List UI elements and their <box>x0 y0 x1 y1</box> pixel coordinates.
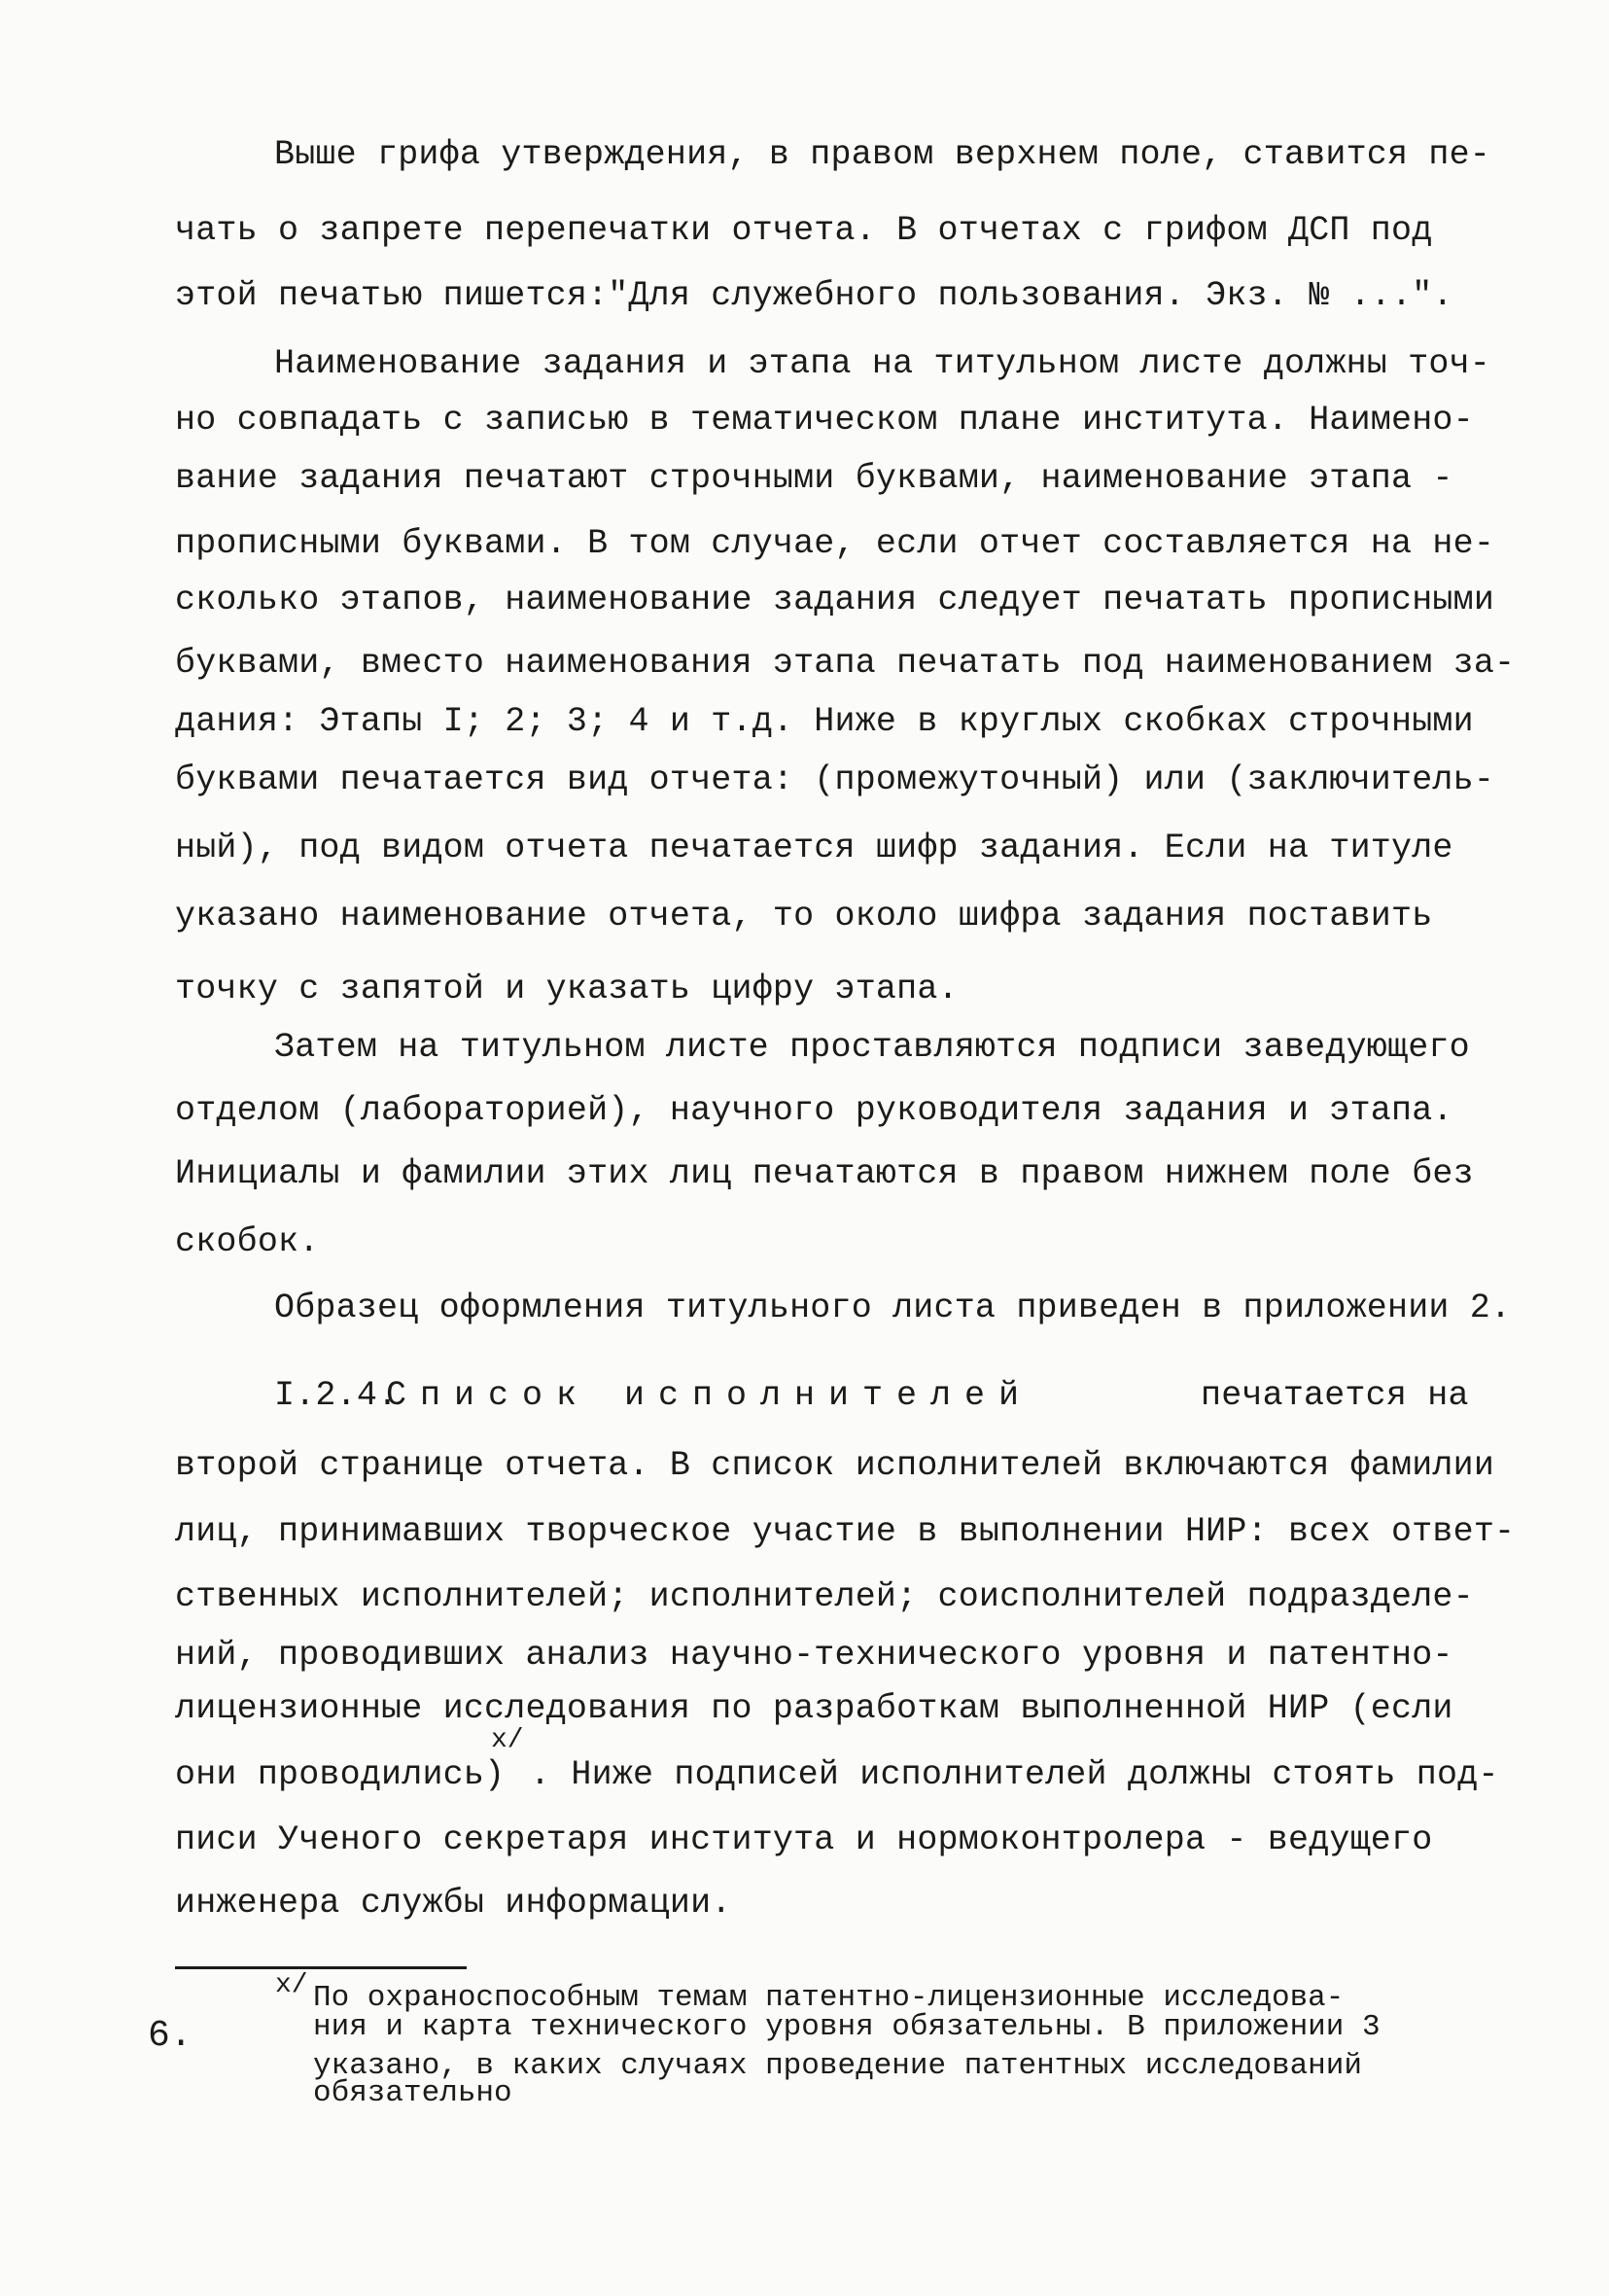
text-line: писи Ученого секретаря института и нормоконтролера - ведущего <box>175 1820 1433 1859</box>
text-line: лиц, принимавших творческое участие в выполнении НИР: всех ответ- <box>175 1512 1516 1551</box>
text-line: Выше грифа утверждения, в правом верхнем поле, ставится пе- <box>274 135 1491 174</box>
text-line: буквами, вместо наименования этапа печатать под наименованием за- <box>175 644 1516 683</box>
text-line: чать о запрете перепечатки отчета. В отчетах с грифом ДСП под <box>175 211 1433 250</box>
page-number: 6. <box>148 2015 192 2057</box>
footnote-line: По охраноспособным темам патентно-лицензионные исследова- <box>313 1981 1345 2015</box>
text-line: Наименование задания и этапа на титульном листе должны точ- <box>274 344 1491 383</box>
text-line: ний, проводивших анализ научно-технического уровня и патентно- <box>175 1636 1453 1675</box>
text-line: скобок. <box>175 1222 320 1261</box>
text-line: указано наименование отчета, то около шифра задания поставить <box>175 897 1433 936</box>
text-line: буквами печатается вид отчета: (промежуточный) или (заключитель- <box>175 760 1495 799</box>
text-line: прописными буквами. В том случае, если отчет составляется на не- <box>175 524 1495 563</box>
text-line: Затем на титульном листе проставляются подписи заведующего <box>274 1028 1470 1067</box>
footnote-line: ния и карта технического уровня обязательны. В приложении 3 <box>313 2010 1381 2044</box>
footnote-mark: x/ <box>275 1970 308 2000</box>
text-line: вание задания печатают строчными буквами, наименование этапа - <box>175 459 1453 498</box>
text-line: Инициалы и фамилии этих лиц печатаются в правом нижнем поле без <box>175 1154 1474 1193</box>
text-line: . Ниже подписей исполнителей должны стоять под- <box>530 1755 1499 1794</box>
footnote-divider <box>175 1966 467 1969</box>
text-line: Образец оформления титульного листа приведен в приложении 2. <box>274 1289 1512 1327</box>
text-line: инженера службы информации. <box>175 1884 732 1923</box>
text-line: они проводились) <box>175 1755 506 1794</box>
text-line: печатается на <box>1201 1376 1469 1415</box>
footnote-line: указано, в каких случаях проведение патентных исследований <box>313 2049 1362 2083</box>
text-line: второй странице отчета. В список исполнителей включаются фамилии <box>175 1446 1495 1485</box>
text-line: лицензионные исследования по разработкам выполненной НИР (если <box>175 1689 1453 1728</box>
text-line: ный), под видом отчета печатается шифр задания. Если на титуле <box>175 829 1453 867</box>
text-line: отделом (лабораторией), научного руководителя задания и этапа. <box>175 1091 1453 1130</box>
text-line: сколько этапов, наименование задания следует печатать прописными <box>175 581 1495 619</box>
text-line: этой печатью пишется:"Для служебного пользования. Экз. № ...". <box>175 276 1453 315</box>
text-line: дания: Этапы I; 2; 3; 4 и т.д. Ниже в круглых скобках строчными <box>175 702 1474 741</box>
text-line: но совпадать с записью в тематическом плане института. Наимено- <box>175 401 1474 440</box>
text-line: точку с запятой и указать цифру этапа. <box>175 970 959 1008</box>
footnote-reference: x/ <box>491 1725 524 1755</box>
text-line: ственных исполнителей; исполнителей; соисполнителей подразделе- <box>175 1577 1474 1616</box>
section-title: Список исполнителей <box>386 1376 1033 1415</box>
section-number: I.2.4. <box>274 1376 399 1415</box>
footnote-line: обязательно <box>313 2076 512 2110</box>
